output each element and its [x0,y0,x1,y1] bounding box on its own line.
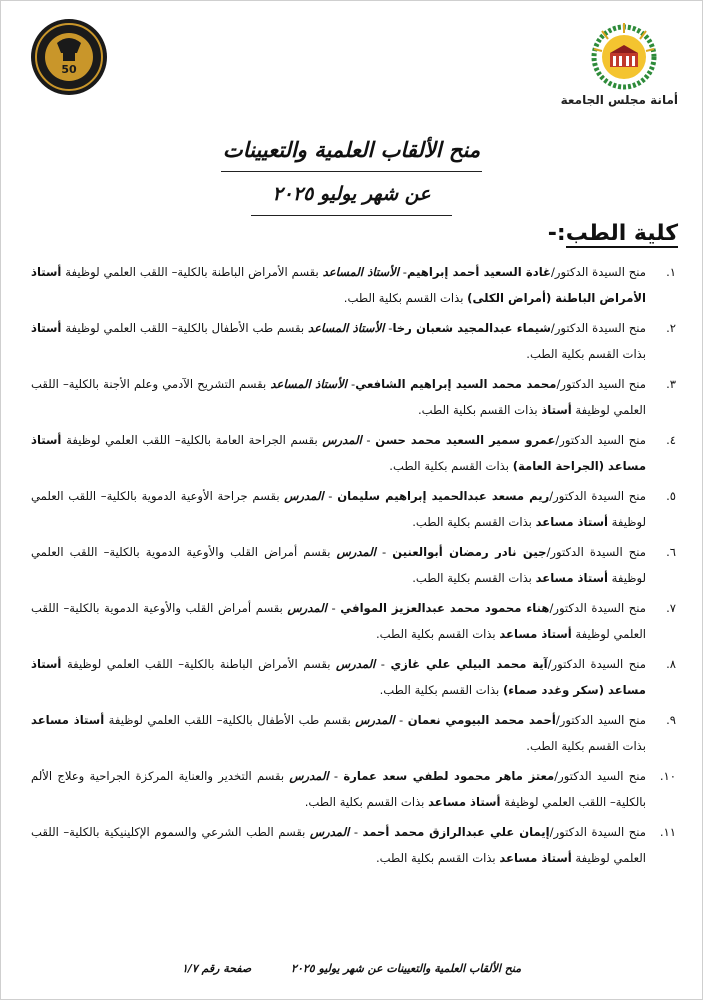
item-middle: بقسم الجراحة العامة بالكلية– اللقب العلمي لوظيفة [61,433,323,447]
item-middle: بقسم أمراض القلب والأوعية الدموية بالكلية– اللقب العلمي لوظيفة [31,601,646,641]
item-middle: بقسم جراحة الأوعية الدموية بالكلية– اللقب العلمي لوظيفة [31,489,646,529]
page-subtitle: عن شهر يوليو ٢٠٢٥ [272,183,431,205]
item-end: بذات القسم بكلية الطب. [417,403,542,417]
item-prefix: منح السيد الدكتور/ [555,713,646,727]
list-item [31,595,676,651]
item-prefix: منح السيدة الدكتور/ [550,265,646,279]
item-title: أستاذ مساعد [31,713,105,727]
item-dash: - [384,321,393,335]
list-item [31,371,676,427]
list-item [31,763,676,819]
item-rank: المدرس [289,769,329,783]
list-item [31,819,676,875]
item-end: بذات القسم بكلية الطب. [526,739,646,753]
item-number: ٨. [666,657,676,671]
item-dash: - [349,825,363,839]
item-middle: بقسم الطب الشرعي والسموم الإكلينيكية بالكلية– اللقب العلمي لوظيفة [31,825,646,865]
item-dash: - [346,377,356,391]
section-suffix: :- [547,221,566,246]
item-rank: المدرس [322,433,362,447]
item-title: أستاذ مساعد (سكر وغدد صماء) [31,657,646,697]
list-item [31,707,676,763]
item-middle: بقسم طب الأطفال بالكلية– اللقب العلمي لوظيفة [104,713,356,727]
item-number: ٢. [666,321,676,335]
item-name: ريم مسعد عبدالحميد إبراهيم سليمان [337,489,550,503]
subtitle-underline [251,215,452,216]
item-rank: الأستاذ المساعد [308,321,385,335]
item-end: بذات القسم بكلية الطب. [526,347,646,361]
item-name: أحمد محمد البيومي نعمان [407,713,556,727]
item-number: ٧. [666,601,676,615]
item-end: بذات القسم بكلية الطب. [389,459,513,473]
item-middle: بقسم الأمراض الباطنة بالكلية– اللقب العلمي لوظيفة [61,265,323,279]
item-number: ٩. [666,713,676,727]
item-number: ٦. [666,545,676,559]
item-end: بذات القسم بكلية الطب. [343,291,468,305]
item-name: محمد محمد السيد إبراهيم الشافعي [355,377,557,391]
item-dash: - [394,713,408,727]
university-council-label: أمانة مجلس الجامعة [560,93,678,107]
list-item [31,259,676,315]
item-name: إيمان علي عبدالرازق محمد أحمد [362,825,550,839]
item-title: أستاذ الأمراض الباطنة (أمراض الكلى) [31,265,646,305]
item-number: ٣. [666,377,676,391]
item-end: بذات القسم بكلية الطب. [375,851,500,865]
item-middle: بقسم التخدير والعناية المركزة الجراحية وعلاج الألم بالكلية– اللقب العلمي لوظيفة [31,769,646,809]
item-middle: بقسم طب الأطفال بالكلية– اللقب العلمي لوظيفة [61,321,309,335]
list-item [31,427,676,483]
item-end: بذات القسم بكلية الطب. [304,795,429,809]
item-title: أستاذ مساعد [535,515,608,529]
item-middle: بقسم أمراض القلب والأوعية الدموية بالكلية– اللقب العلمي لوظيفة [31,545,646,585]
item-title: أستاذ مساعد [499,851,572,865]
item-rank: المدرس [335,657,376,671]
item-number: ١١. [659,825,676,839]
item-end: بذات القسم بكلية الطب. [412,515,536,529]
item-prefix: منح السيد الدكتور/ [554,769,646,783]
item-title: أستاذ [31,321,62,335]
item-title: أستاذ مساعد (الجراحة العامة) [31,433,646,473]
page-footer [1,962,702,975]
item-end: بذات القسم بكلية الطب. [379,683,503,697]
item-number: ١٠. [659,769,676,783]
section-heading [548,221,678,246]
item-prefix: منح السيدة الدكتور/ [547,657,646,671]
item-number: ٤. [666,433,676,447]
item-name: غادة السعيد أحمد إبراهيم [406,265,551,279]
list-item [31,315,676,371]
item-dash: - [375,545,393,559]
appointments-list [31,259,676,875]
mansoura-university-logo [582,15,666,99]
list-item [31,651,676,707]
item-prefix: منح السيد الدكتور/ [556,377,646,391]
item-name: عمرو سمير السعيد محمد حسن [375,433,556,447]
anniversary-emblem-logo [29,17,109,97]
item-dash: - [326,601,341,615]
item-prefix: منح السيدة الدكتور/ [549,825,646,839]
item-end: بذات القسم بكلية الطب. [412,571,536,585]
item-prefix: منح السيدة الدكتور/ [549,601,646,615]
item-dash: - [398,265,407,279]
item-rank: الأستاذ المساعد [270,377,347,391]
item-name: معتز ماهر محمود لطفي سعد عمارة [343,769,555,783]
item-number: ١. [666,265,676,279]
item-title: أستاذ [541,403,572,417]
item-title: أستاذ مساعد [535,571,608,585]
item-dash: - [323,489,338,503]
item-middle: بقسم التشريح الآدمي وعلم الأجنة بالكلية– اللقب العلمي لوظيفة [31,377,646,417]
title-underline [221,171,482,172]
item-rank: المدرس [355,713,395,727]
item-name: هناء محمود محمد عبدالعزيز الموافي [340,601,550,615]
item-prefix: منح السيدة الدكتور/ [550,321,647,335]
emblem-number: 50 [61,63,77,76]
item-middle: بقسم الأمراض الباطنة بالكلية– اللقب العلمي لوظيفة [61,657,336,671]
item-rank: الأستاذ المساعد [322,265,399,279]
item-dash: - [328,769,344,783]
section-label: كلية الطب [565,221,678,246]
list-item [31,539,676,595]
item-rank: المدرس [284,489,324,503]
item-name: جين نادر رمضان أبوالعنين [392,545,547,559]
item-title: أستاذ مساعد [428,795,501,809]
list-item [31,483,676,539]
item-number: ٥. [666,489,676,503]
page-number: صفحة رقم ١/٧ [181,962,252,975]
item-name: شيماء عبدالمجيد شعبان رخا [392,321,551,335]
item-rank: المدرس [336,545,376,559]
item-end: بذات القسم بكلية الطب. [375,627,500,641]
footer-text: منح الألقاب العلمية والتعيينات عن شهر يوليو ٢٠٢٥ [291,962,522,975]
item-rank: المدرس [287,601,327,615]
item-name: آية محمد البيلي علي غازي [390,657,548,671]
item-dash: - [361,433,376,447]
item-title: أستاذ مساعد [499,627,572,641]
item-dash: - [375,657,391,671]
page-title: منح الألقاب العلمية والتعيينات [222,137,481,162]
item-rank: المدرس [309,825,350,839]
item-prefix: منح السيد الدكتور/ [555,433,646,447]
item-prefix: منح السيدة الدكتور/ [546,545,646,559]
item-prefix: منح السيدة الدكتور/ [549,489,647,503]
